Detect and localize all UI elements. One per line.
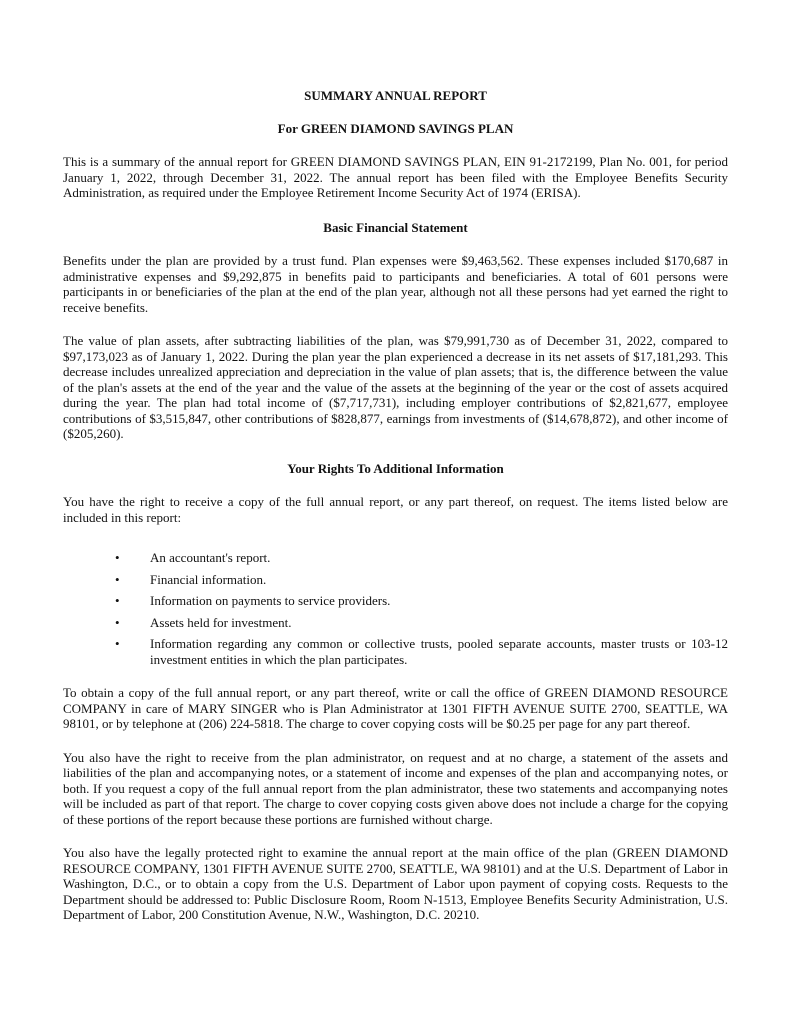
list-item-assets-held: • Assets held for investment. bbox=[63, 615, 728, 631]
rights-paragraph-examine-report: You also have the legally protected right to examine the annual report at the main office of the plan (GREEN DIAMOND RESOURCE COMPANY, 1301 FIFTH AVENUE SUITE 2700, SEATTLE, WA 98101) and at the U.S. Department of Labor in Washington, D.C., or to obtain a copy from the U.S. Department of Labor upon payment of copying costs. Requests to the Department should be addressed to: Public Disclosure Room, Room N-1513, Employee Benefits Security Administration, U.S. Department of Labor, 200 Constitution Avenue, N.W., Washington, D.C. 20210. bbox=[63, 845, 728, 922]
intro-paragraph: This is a summary of the annual report for GREEN DIAMOND SAVINGS PLAN, EIN 91-2172199, Plan No. 001, for period January 1, 2022, through December 31, 2022. The annual report has been filed with the Employee Benefits Security Administration, as required under the Employee Retirement Income Security Act of 1974 (ERISA). bbox=[63, 154, 728, 200]
document-subtitle: For GREEN DIAMOND SAVINGS PLAN bbox=[277, 120, 514, 136]
list-item-financial-information: • Financial information. bbox=[63, 572, 728, 588]
list-item-common-collective-trusts: • Information regarding any common or collective trusts, pooled separate accounts, master trusts or 103-12 investment entities in which the plan participates. bbox=[63, 636, 728, 667]
rights-paragraph-intro: You have the right to receive a copy of the full annual report, or any part thereof, on request. The items listed below are included in this report: bbox=[63, 494, 728, 525]
financial-paragraph-assets: The value of plan assets, after subtracting liabilities of the plan, was $79,991,730 as of December 31, 2022, compared to $97,173,023 as of January 1, 2022. During the plan year the plan experienced a decrease in its net assets of $17,181,293. This decrease includes unrealized appreciation and depreciation in the value of plan assets; that is, the difference between the value of the plan's assets at the end of the year and the value of the assets at the beginning of the year or the cost of assets acquired during the year. The plan had total income of ($7,717,731), including employer contributions of $2,821,677, employee contributions of $3,515,847, other contributions of $828,877, earnings from investments of ($14,678,872), and other income of ($205,260). bbox=[63, 333, 728, 441]
rights-paragraph-statements: You also have the right to receive from the plan administrator, on request and at no charge, a statement of the assets and liabilities of the plan and accompanying notes, or a statement of income and expenses of the plan and accompanying notes, or both. If you request a copy of the full annual report from the plan administrator, these two statements and accompanying notes will be included as part of that report. The charge to cover copying costs given above does not include a charge for the copying of these portions of the report because these portions are furnished without charge. bbox=[63, 749, 728, 827]
financial-paragraph-expenses: Benefits under the plan are provided by a trust fund. Plan expenses were $9,463,562. These expenses included $170,687 in administrative expenses and $9,292,875 in benefits paid to participants and beneficiaries. A total of 601 persons were participants in or beneficiaries of the plan at the end of the plan year, although not all these persons had yet earned the right to receive benefits. bbox=[63, 253, 728, 315]
section-heading-basic-financial-statement: Basic Financial Statement bbox=[323, 219, 468, 235]
rights-paragraph-obtain-copy: To obtain a copy of the full annual report, or any part thereof, write or call the office of GREEN DIAMOND RESOURCE COMPANY in care of MARY SINGER who is Plan Administrator at 1301 FIFTH AVENUE SUITE 2700, SEATTLE, WA 98101, or by telephone at (206) 224-5818. The charge to cover copying costs will be $0.25 per page for any part thereof. bbox=[63, 685, 728, 731]
section-heading-your-rights: Your Rights To Additional Information bbox=[287, 460, 504, 476]
list-item-accountants-report: • An accountant's report. bbox=[63, 550, 728, 566]
list-item-service-providers: • Information on payments to service providers. bbox=[63, 593, 728, 609]
report-items-list bbox=[63, 550, 728, 667]
document-title: SUMMARY ANNUAL REPORT bbox=[304, 88, 487, 103]
